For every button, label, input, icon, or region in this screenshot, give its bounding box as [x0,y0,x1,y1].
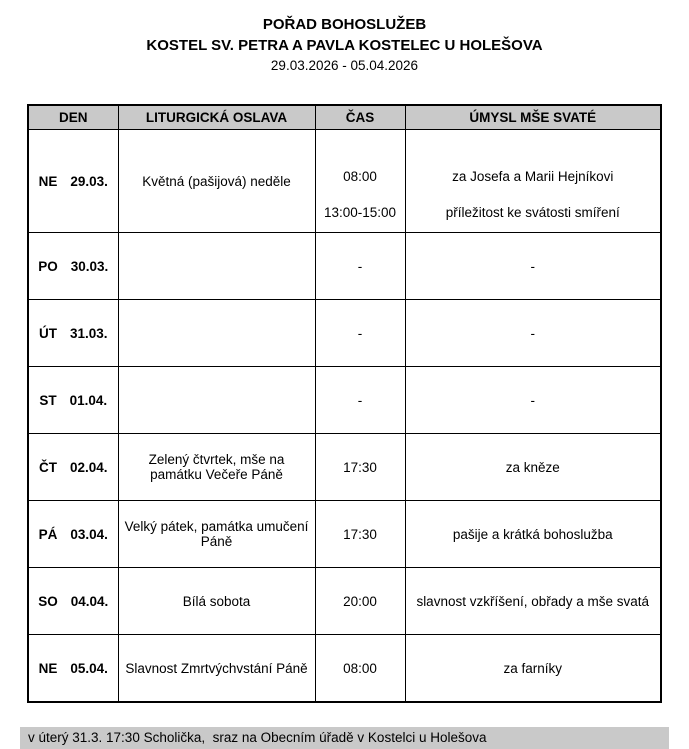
intention-cell [405,130,661,233]
day-abbr: NE [38,173,58,189]
celebration-cell [118,300,315,367]
time-cell: 20:00 [315,568,405,635]
time-cell: 17:30 [315,434,405,501]
day-date: 30.03. [70,258,109,274]
time-cell [315,130,405,233]
intention-entry: za Josefa a Marii Hejníkovi [452,168,614,184]
time-stack [321,143,400,220]
day-date: 29.03. [70,173,108,189]
day-abbr: SO [38,593,58,609]
intention-cell: slavnost vzkříšení, obřady a mše svatá [405,568,661,635]
day-cell [28,130,118,233]
celebration-cell: Zelený čtvrtek, mše na památku Večeře Páně [118,434,315,501]
intention-cell: - [405,233,661,300]
table-row [28,434,661,501]
day-abbr: NE [38,660,58,676]
day-abbr: ST [39,392,57,408]
celebration-cell: Bílá sobota [118,568,315,635]
day-cell [28,434,118,501]
day-abbr: PO [38,258,58,274]
celebration-cell [118,367,315,434]
day-abbr: ČT [38,459,57,475]
day-cell [28,367,118,434]
church-name: KOSTEL SV. PETRA A PAVLA KOSTELEC U HOLEŠOVA [146,37,543,54]
celebration-cell: Květná (pašijová) neděle [118,130,315,233]
intention-cell: - [405,300,661,367]
time-entry: 13:00-15:00 [323,204,397,220]
celebration-cell: Velký pátek, památka umučení Páně [118,501,315,568]
day-cell [28,300,118,367]
intention-cell: - [405,367,661,434]
intention-cell: pašije a krátká bohoslužba [405,501,661,568]
col-header-den: DEN [28,105,118,130]
day-date: 05.04. [70,660,108,676]
day-cell [28,501,118,568]
table-row [28,501,661,568]
table-row [28,300,661,367]
day-abbr: PÁ [38,526,58,542]
time-cell: - [315,300,405,367]
day-date: 02.04. [69,459,108,475]
day-cell [28,233,118,300]
intention-cell: za kněze [405,434,661,501]
col-header-umysl: ÚMYSL MŠE SVATÉ [405,105,661,130]
table-header-row [28,105,661,130]
intention-cell: za farníky [405,635,661,703]
day-abbr: ÚT [38,325,57,341]
day-date: 31.03. [69,325,108,341]
col-header-liturgicka-oslava: LITURGICKÁ OSLAVA [118,105,315,130]
intention-entry: příležitost ke svátosti smíření [445,204,620,220]
footer-note: v úterý 31.3. 17:30 Scholička, sraz na Obecním úřadě v Kostelci u Holešova [20,727,669,749]
day-date: 04.04. [70,593,109,609]
celebration-cell: Slavnost Zmrtvýchvstání Páně [118,635,315,703]
page-header [0,14,689,76]
celebration-cell [118,233,315,300]
page-title: POŘAD BOHOSLUŽEB [262,16,427,33]
table-row [28,233,661,300]
time-entry: 08:00 [343,168,377,184]
day-cell [28,568,118,635]
date-range: 29.03.2026 - 05.04.2026 [270,58,419,73]
time-cell: 08:00 [315,635,405,703]
col-header-cas: ČAS [315,105,405,130]
intention-stack [411,143,656,220]
time-cell: - [315,367,405,434]
table-row [28,367,661,434]
day-cell [28,635,118,703]
day-date: 01.04. [69,392,108,408]
time-cell: - [315,233,405,300]
day-date: 03.04. [70,526,108,542]
time-cell: 17:30 [315,501,405,568]
table-row [28,568,661,635]
table-row [28,635,661,703]
table-row [28,130,661,233]
schedule-table [27,104,662,703]
